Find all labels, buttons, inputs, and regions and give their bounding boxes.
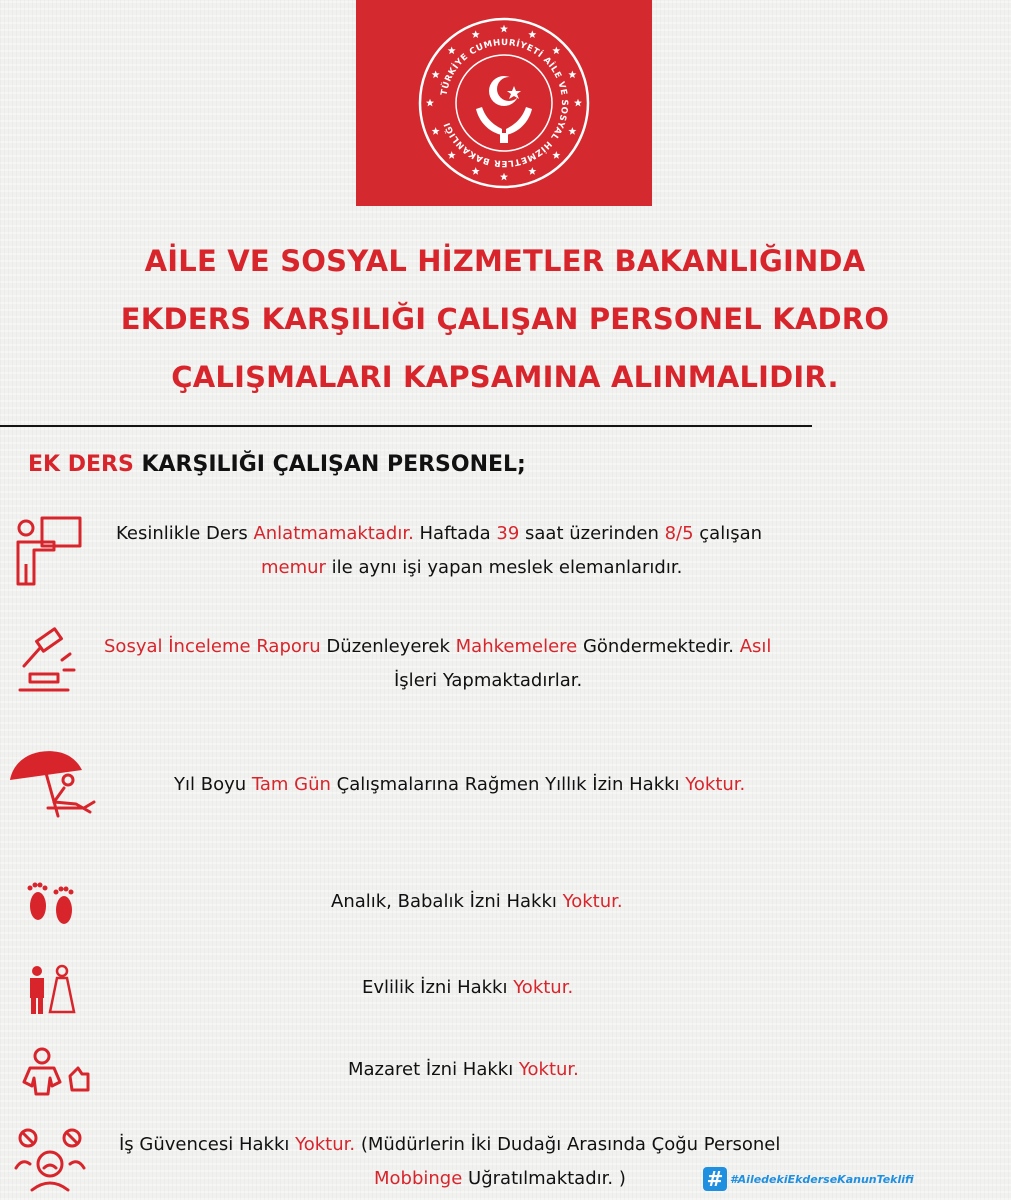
highlight: Yoktur. <box>518 1059 579 1080</box>
seal-star <box>432 70 440 78</box>
seal-star <box>500 173 508 181</box>
seal-star <box>426 99 434 107</box>
seal-star <box>472 167 480 175</box>
seal-star <box>528 167 536 175</box>
text: Mazaret İzni Hakkı <box>348 1059 519 1080</box>
text: Kesinlikle Ders <box>116 523 254 544</box>
ministry-seal-icon <box>414 13 594 193</box>
highlight: Yoktur. <box>513 977 574 998</box>
item-marriage-leave <box>362 971 573 1005</box>
item-excuse-leave <box>348 1053 579 1087</box>
text: ile aynı işi yapan meslek elemanlarıdır. <box>325 557 683 578</box>
text: Yıl Boyu <box>174 774 252 795</box>
section-title-black: KARŞILIĞI ÇALIŞAN PERSONEL; <box>133 452 526 477</box>
text: çalışan <box>693 523 763 544</box>
item-report <box>104 630 771 698</box>
seal-star <box>448 46 456 54</box>
hashtag-badge[interactable] <box>703 1166 914 1192</box>
ministry-logo <box>356 0 652 206</box>
text: İş Güvencesi Hakkı <box>119 1134 296 1155</box>
baby-footprints-icon <box>24 878 80 926</box>
highlight: memur <box>261 557 326 578</box>
headline-line-2: EKDERS KARŞILIĞI ÇALIŞAN PERSONEL KADRO <box>120 302 890 336</box>
text: Evlilik İzni Hakkı <box>362 977 514 998</box>
item-teaching <box>116 517 762 585</box>
seal-star <box>432 127 440 135</box>
seal-star <box>448 151 456 159</box>
excuse-gesture-icon <box>12 1046 92 1096</box>
section-title-red: EK DERS <box>28 452 134 477</box>
highlight: Asıl <box>739 636 772 657</box>
bride-groom-icon <box>24 964 78 1016</box>
highlight: Sosyal İnceleme Raporu <box>104 636 321 657</box>
gavel-icon <box>16 624 82 696</box>
section-title <box>28 452 526 477</box>
highlight: Anlatmamaktadır. <box>253 523 414 544</box>
hashtag-text[interactable]: #AiledekiEkderseKanunTeklifi <box>730 1172 914 1186</box>
seal-star <box>552 46 560 54</box>
highlight: Mahkemelere <box>455 636 578 657</box>
highlight: 8/5 <box>664 523 694 544</box>
beach-umbrella-icon <box>6 746 98 818</box>
highlight: Yoktur. <box>685 774 746 795</box>
seal-star <box>552 151 560 159</box>
text: (Müdürlerin İki Dudağı Arasında Çoğu Personel <box>355 1134 781 1155</box>
seal-star <box>568 70 576 78</box>
highlight: Yoktur. <box>295 1134 356 1155</box>
item-parental-leave <box>331 885 623 919</box>
highlight: 39 <box>496 523 520 544</box>
seal-star <box>568 127 576 135</box>
text: Uğratılmaktadır. ) <box>462 1168 626 1189</box>
item-job-security <box>119 1128 780 1196</box>
highlight: Mobbinge <box>374 1168 463 1189</box>
highlight: Tam Gün <box>251 774 331 795</box>
divider <box>0 425 812 427</box>
mobbing-crowd-icon <box>14 1128 86 1192</box>
seal-star <box>528 30 536 38</box>
headline-line-1: AİLE VE SOSYAL HİZMETLER BAKANLIĞINDA <box>144 244 866 278</box>
text: Haftada <box>413 523 497 544</box>
seal-star <box>500 25 508 33</box>
text: Göndermektedir. <box>577 636 740 657</box>
hashtag-icon: # <box>703 1167 727 1191</box>
item-annual-leave <box>174 768 745 802</box>
headline <box>40 232 970 406</box>
text: Analık, Babalık İzni Hakkı <box>331 891 563 912</box>
text: Çalışmalarına Rağmen Yıllık İzin Hakkı <box>330 774 686 795</box>
text: İşleri Yapmaktadırlar. <box>394 670 583 691</box>
highlight: Yoktur. <box>562 891 623 912</box>
seal-text: TÜRKİYE CUMHURİYETİ AİLE VE SOSYAL HİZMETLER BAKANLIĞI <box>439 37 570 169</box>
teacher-board-icon <box>14 514 84 588</box>
seal-star <box>574 99 582 107</box>
text: Düzenleyerek <box>320 636 456 657</box>
text: saat üzerinden <box>519 523 665 544</box>
headline-line-3: ÇALIŞMALARI KAPSAMINA ALINMALIDIR. <box>171 360 839 394</box>
seal-star <box>472 30 480 38</box>
